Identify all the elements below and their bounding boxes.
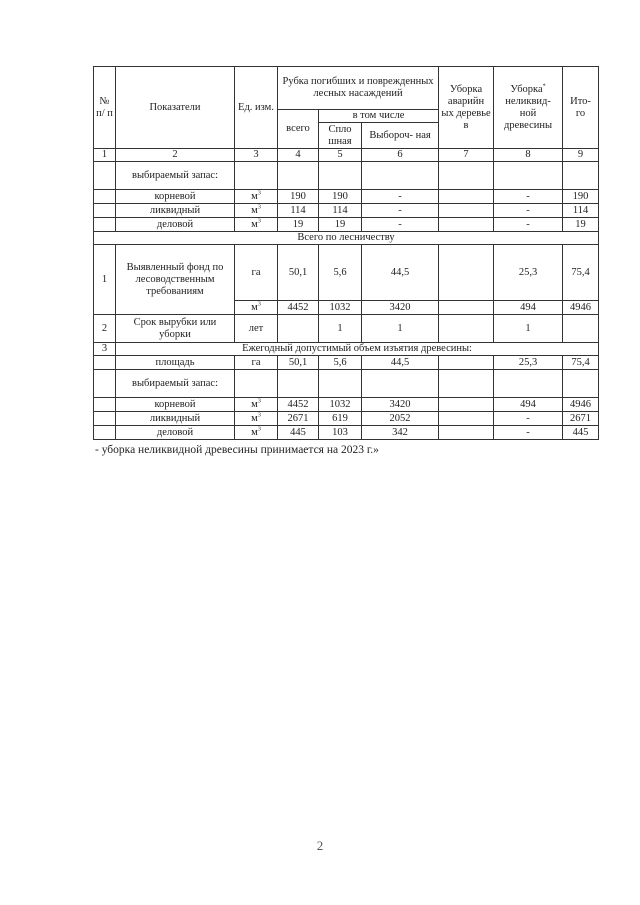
row-unit: га [235, 356, 278, 370]
cell-clear: 5,6 [319, 356, 362, 370]
header-felling: Рубка погибших и поврежденных лесных насаждений [278, 67, 439, 110]
cell-clear: 5,6 [319, 245, 362, 301]
cell-sum: 445 [563, 426, 599, 440]
row-unit: $м^3$ [235, 412, 278, 426]
cell-emergency [439, 301, 494, 315]
row-unit: $м^3$ [235, 301, 278, 315]
cell-emergency [439, 190, 494, 204]
cell-emergency [439, 412, 494, 426]
cell-total: 4452 [278, 398, 319, 412]
header-emergency: Уборка аварийн ых деревье в [439, 67, 494, 149]
cell-selective: 3420 [362, 301, 439, 315]
cell-clear: 114 [319, 204, 362, 218]
cell-illiquid: 494 [494, 301, 563, 315]
header-illiquid [494, 67, 563, 149]
cell-illiquid: 1 [494, 315, 563, 343]
cell-total: 19 [278, 218, 319, 232]
cell-illiquid: 25,3 [494, 245, 563, 301]
harvest-label: выбираемый запас: [116, 370, 235, 398]
cell-emergency [439, 398, 494, 412]
cell-selective: - [362, 204, 439, 218]
row-unit: лет [235, 315, 278, 343]
row-name: деловой [116, 218, 235, 232]
header-unit: Ед. изм. [235, 67, 278, 149]
row-unit: $м^3$ [235, 426, 278, 440]
cell-clear: 190 [319, 190, 362, 204]
cell-selective: 44,5 [362, 356, 439, 370]
cell-illiquid: 25,3 [494, 356, 563, 370]
forest-table [93, 66, 599, 440]
colnum-7: 7 [439, 149, 494, 162]
cell-selective: - [362, 190, 439, 204]
table-row [94, 245, 599, 301]
row-name: Выявленный фонд по лесоводственным требованиям [116, 245, 235, 315]
header-indicators: Показатели [116, 67, 235, 149]
header-clear: Спло шная [319, 123, 362, 149]
colnum-4: 4 [278, 149, 319, 162]
cell-total: 114 [278, 204, 319, 218]
cell-sum: 75,4 [563, 245, 599, 301]
cell-emergency [439, 356, 494, 370]
row-unit: $м^3$ [235, 190, 278, 204]
header-total: Ито- го [563, 67, 599, 149]
row-unit: $м^3$ [235, 218, 278, 232]
harvest-label: выбираемый запас: [116, 162, 235, 190]
cell-sum [563, 315, 599, 343]
cell-total: 445 [278, 426, 319, 440]
row-name: ликвидный [116, 204, 235, 218]
cell-illiquid: - [494, 218, 563, 232]
row-unit: $м^3$ [235, 398, 278, 412]
cell-selective: 2052 [362, 412, 439, 426]
table-row [94, 218, 599, 232]
cell-total: 190 [278, 190, 319, 204]
row-name: деловой [116, 426, 235, 440]
colnum-3: 3 [235, 149, 278, 162]
cell-emergency [439, 218, 494, 232]
cell-selective: 44,5 [362, 245, 439, 301]
row-name: корневой [116, 398, 235, 412]
row-name: площадь [116, 356, 235, 370]
footnote: - уборка неликвидной древесины принимается на 2023 г.» [95, 444, 379, 456]
colnum-8: 8 [494, 149, 563, 162]
cell-emergency [439, 204, 494, 218]
forestry-total: Всего по лесничеству [94, 232, 599, 245]
cell-sum: 4946 [563, 301, 599, 315]
colnum-5: 5 [319, 149, 362, 162]
table-row [94, 370, 599, 398]
cell-sum: 19 [563, 218, 599, 232]
cell-clear: 619 [319, 412, 362, 426]
header-num: № п/ п [94, 67, 116, 149]
colnum-2: 2 [116, 149, 235, 162]
cell-total [278, 315, 319, 343]
cell-sum: 114 [563, 204, 599, 218]
cell-selective: 1 [362, 315, 439, 343]
cell-clear: 103 [319, 426, 362, 440]
cell-clear: 1032 [319, 301, 362, 315]
cell-total: 50,1 [278, 356, 319, 370]
forestry-total-row [94, 232, 599, 245]
row-name: ликвидный [116, 412, 235, 426]
row-num: 2 [94, 315, 116, 343]
cell-selective: - [362, 218, 439, 232]
colnum-9: 9 [563, 149, 599, 162]
cell-illiquid: - [494, 426, 563, 440]
header-total-felling: всего [278, 110, 319, 149]
table-row [94, 398, 599, 412]
header-illiquid-rest: неликвид- ной древесины [504, 95, 553, 131]
row-name: корневой [116, 190, 235, 204]
cell-illiquid: - [494, 412, 563, 426]
table-row [94, 426, 599, 440]
cell-illiquid: 494 [494, 398, 563, 412]
cell-total: 50,1 [278, 245, 319, 301]
cell-emergency [439, 315, 494, 343]
table-row [94, 356, 599, 370]
page-number: 2 [316, 838, 324, 853]
cell-clear: 19 [319, 218, 362, 232]
cell-sum: 75,4 [563, 356, 599, 370]
cell-clear: 1032 [319, 398, 362, 412]
table-row [94, 315, 599, 343]
row-name: Срок вырубки или уборки [116, 315, 235, 343]
row-num: 1 [94, 245, 116, 315]
cell-sum: 4946 [563, 398, 599, 412]
annual-volume-title: Ежегодный допустимый объем изъятия древесины: [116, 343, 599, 356]
header-illiquid-title: Уборка [510, 83, 543, 95]
cell-selective: 3420 [362, 398, 439, 412]
column-numbers-row [94, 149, 599, 162]
row-num: 3 [94, 343, 116, 356]
table-row [94, 190, 599, 204]
table-row [94, 162, 599, 190]
table-row [94, 204, 599, 218]
colnum-1: 1 [94, 149, 116, 162]
cell-selective: 342 [362, 426, 439, 440]
header-including: в том числе [319, 110, 439, 123]
table-row [94, 412, 599, 426]
colnum-6: 6 [362, 149, 439, 162]
row-unit: га [235, 245, 278, 301]
header-selective: Выбороч- ная [362, 123, 439, 149]
cell-clear: 1 [319, 315, 362, 343]
cell-illiquid: - [494, 190, 563, 204]
cell-emergency [439, 426, 494, 440]
cell-sum: 2671 [563, 412, 599, 426]
header-row-1 [94, 67, 599, 110]
cell-emergency [439, 245, 494, 301]
cell-sum: 190 [563, 190, 599, 204]
row-unit: $м^3$ [235, 204, 278, 218]
footnote-star: * [542, 83, 546, 89]
table-row [94, 343, 599, 356]
cell-total: 4452 [278, 301, 319, 315]
cell-illiquid: - [494, 204, 563, 218]
cell-total: 2671 [278, 412, 319, 426]
